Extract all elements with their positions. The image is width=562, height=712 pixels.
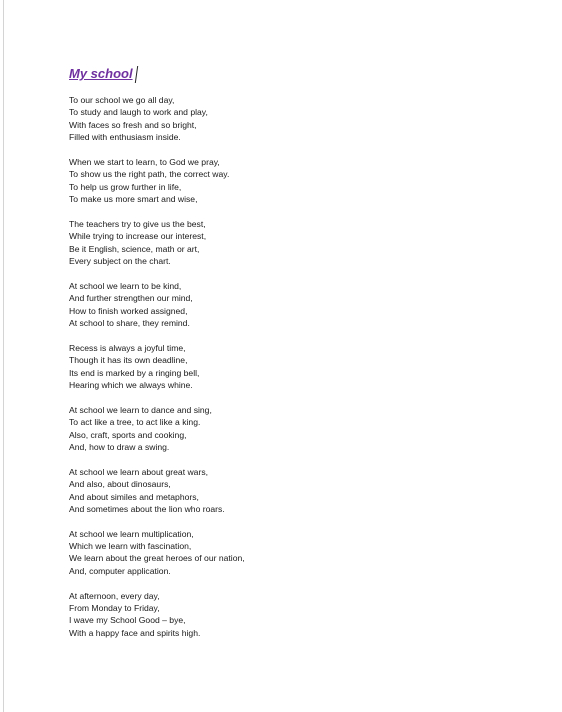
poem-line: From Monday to Friday, [69,603,160,614]
poem-stanza [69,156,489,205]
poem-stanza [69,342,489,391]
poem-line: At school we learn to be kind, [69,280,182,291]
poem-line: I wave my School Good – bye, [69,615,186,626]
poem-line: Its end is marked by a ringing bell, [69,367,200,378]
poem-line: Also, craft, sports and cooking, [69,429,187,440]
poem-line: Which we learn with fascination, [69,541,192,552]
poem-line: With a happy face and spirits high. [69,627,201,638]
poem-line: How to finish worked assigned, [69,305,188,316]
poem-line: At school we learn to dance and sing, [69,404,212,415]
poem-line: We learn about the great heroes of our nation, [69,553,245,564]
poem-line: Every subject on the chart. [69,255,171,266]
poem-stanza [69,280,489,329]
poem-line: Filled with enthusiasm inside. [69,132,181,143]
poem-line: Though it has its own deadline, [69,355,188,366]
title-row [69,62,137,82]
poem-line: At school we learn multiplication, [69,528,194,539]
poem-stanza [69,466,489,515]
page-left-border [3,0,4,712]
poem-line: Recess is always a joyful time, [69,342,186,353]
poem-line: To study and laugh to work and play, [69,107,208,118]
poem-stanza [69,94,489,143]
poem-line: Hearing which we always whine. [69,379,193,390]
poem-line: To act like a tree, to act like a king. [69,417,201,428]
poem-line: To help us grow further in life, [69,181,182,192]
poem-line: And also, about dinosaurs, [69,479,171,490]
poem-stanza [69,404,489,453]
poem-stanza [69,528,489,577]
poem-line: At school to share, they remind. [69,317,190,328]
poem-line: To make us more smart and wise, [69,194,198,204]
poem-line: And, how to draw a swing. [69,441,170,452]
poem-line: And sometimes about the lion who roars. [69,503,225,514]
poem-stanza [69,590,489,639]
poem-line: To our school we go all day, [69,95,175,105]
poem-line: And about similes and metaphors, [69,491,199,502]
poem-stanza [69,218,489,267]
poem-line: When we start to learn, to God we pray, [69,156,220,167]
poem-line: And further strengthen our mind, [69,293,193,304]
poem-body[interactable] [69,94,489,652]
poem-line: To show us the right path, the correct way. [69,169,230,180]
poem-line: While trying to increase our interest, [69,231,207,242]
poem-line: The teachers try to give us the best, [69,218,206,229]
poem-line: At afternoon, every day, [69,590,160,601]
document-title[interactable]: My school [69,66,133,81]
text-cursor [134,66,137,83]
poem-line: At school we learn about great wars, [69,466,209,477]
poem-line: And, computer application. [69,565,171,576]
poem-line: With faces so fresh and so bright, [69,119,197,130]
poem-line: Be it English, science, math or art, [69,243,200,254]
